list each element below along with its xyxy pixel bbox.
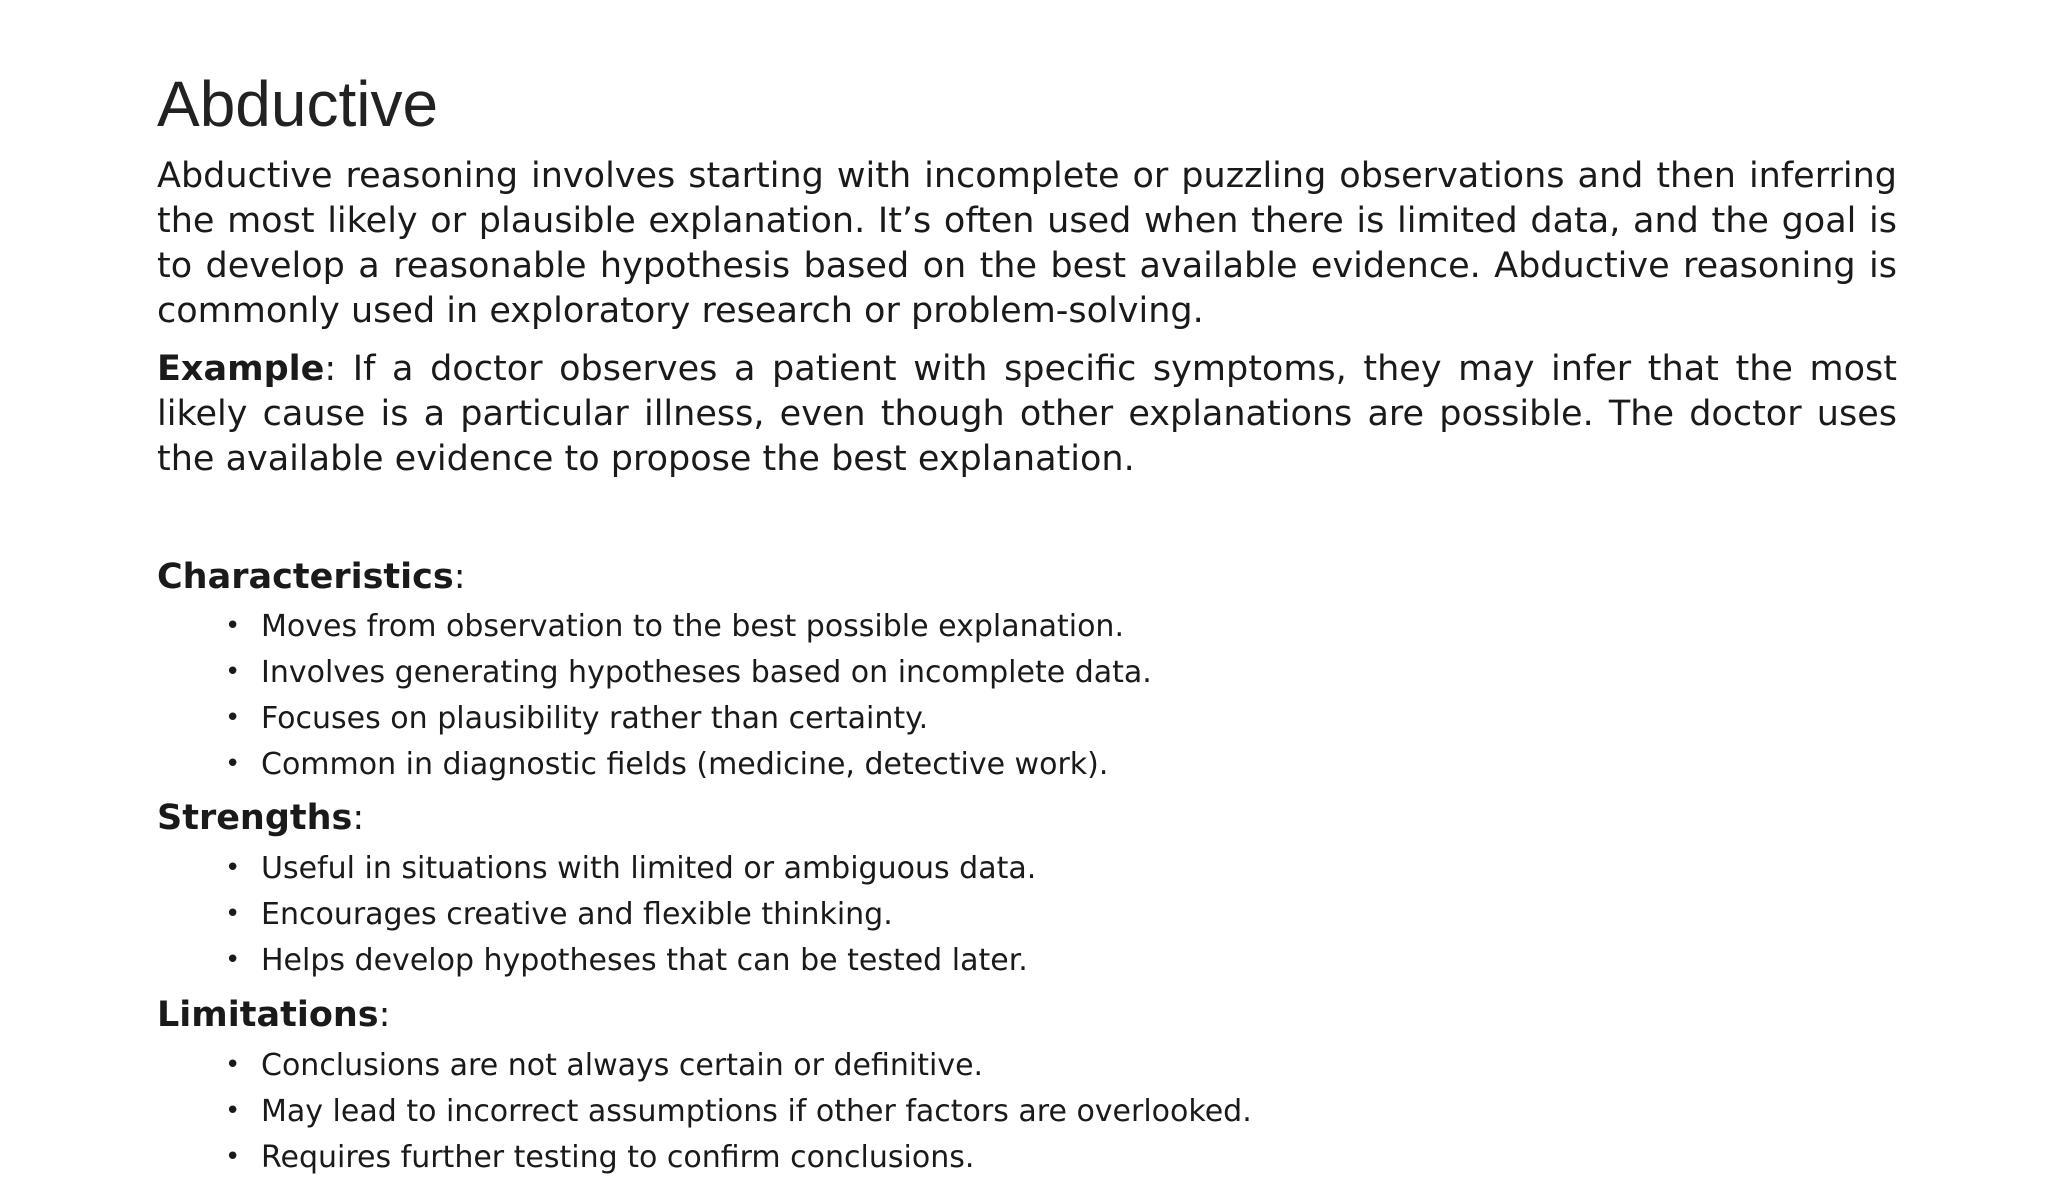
list-item-text: Encourages creative and flexible thinking.	[261, 897, 893, 932]
bullet-icon: •	[225, 899, 241, 929]
bullet-icon: •	[225, 611, 241, 641]
list-item	[225, 1135, 1252, 1181]
limitations-list	[225, 1043, 1252, 1181]
characteristics-list	[225, 604, 1152, 788]
strengths-heading-label: Strengths	[157, 798, 353, 838]
list-item	[225, 846, 1036, 892]
limitations-heading	[157, 993, 390, 1038]
list-item	[225, 604, 1152, 650]
list-item	[225, 1089, 1252, 1135]
bullet-icon: •	[225, 703, 241, 733]
bullet-icon: •	[225, 1142, 241, 1172]
intro-paragraph: Abductive reasoning involves starting with incomplete or puzzling observations and then inferring the most likely or plausible explanation. It’s often used when there is limited data, and the goal is to develop a reasonable hypothesis based on the best available evidence. Abductive reasoning is commonly used in exploratory research or problem-solving.	[157, 156, 1897, 331]
list-item	[225, 650, 1152, 696]
strengths-list	[225, 846, 1036, 984]
list-item-text: Focuses on plausibility rather than certainty.	[261, 701, 929, 736]
bullet-icon: •	[225, 1050, 241, 1080]
characteristics-heading-label: Characteristics	[157, 557, 454, 597]
limitations-heading-label: Limitations	[157, 995, 379, 1035]
list-item-text: May lead to incorrect assumptions if other factors are overlooked.	[261, 1094, 1252, 1129]
example-text: : If a doctor observes a patient with specific symptoms, they may infer that the most likely cause is a particular illness, even though other explanations are possible. The doctor uses the available evidence to propose the best explanation.	[157, 349, 1897, 479]
bullet-icon: •	[225, 657, 241, 687]
limitations-heading-colon: :	[378, 995, 391, 1035]
list-item-text: Involves generating hypotheses based on incomplete data.	[261, 655, 1152, 690]
list-item-text: Helps develop hypotheses that can be tested later.	[261, 943, 1028, 978]
bullet-icon: •	[225, 945, 241, 975]
list-item-text: Useful in situations with limited or ambiguous data.	[261, 851, 1037, 886]
example-label: Example	[157, 349, 325, 389]
list-item	[225, 742, 1152, 788]
list-item	[225, 696, 1152, 742]
bullet-icon: •	[225, 853, 241, 883]
strengths-heading-colon: :	[352, 798, 365, 838]
list-item-text: Moves from observation to the best possible explanation.	[261, 609, 1124, 644]
list-item	[225, 1043, 1252, 1089]
slide-title: Abductive	[157, 68, 439, 140]
slide	[157, 0, 1897, 1175]
bullet-icon: •	[225, 1096, 241, 1126]
list-item	[225, 938, 1036, 984]
list-item	[225, 892, 1036, 938]
list-item-text: Common in diagnostic fields (medicine, detective work).	[261, 747, 1109, 782]
example-paragraph	[157, 347, 1897, 482]
strengths-heading	[157, 796, 364, 841]
characteristics-heading	[157, 555, 466, 600]
list-item-text: Requires further testing to confirm conclusions.	[261, 1140, 975, 1175]
characteristics-heading-colon: :	[453, 557, 466, 597]
bullet-icon: •	[225, 749, 241, 779]
list-item-text: Conclusions are not always certain or definitive.	[261, 1048, 984, 1083]
